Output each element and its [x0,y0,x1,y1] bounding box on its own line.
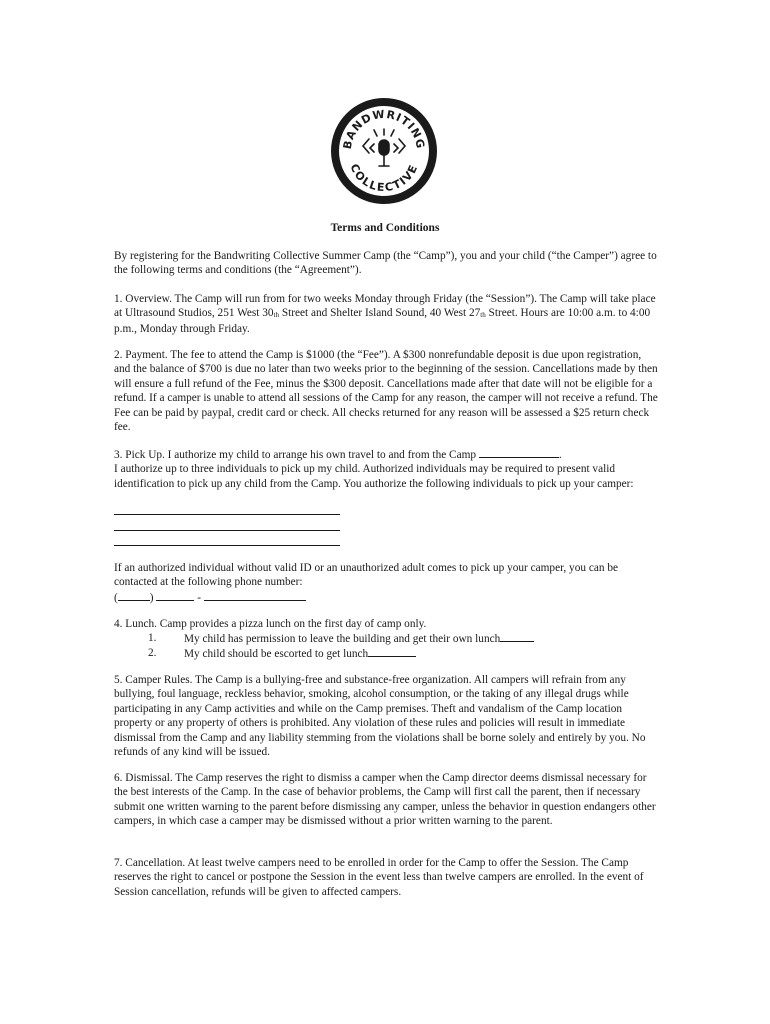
overview-sup2: th [480,311,486,320]
intro-paragraph [114,249,659,278]
lunch-option-text: My child has permission to leave the building and get their own lunch [184,633,501,645]
bandwriting-collective-logo [329,96,439,206]
lunch-intro: 4. Lunch. Camp provides a pizza lunch on the first day of camp only. [114,618,427,630]
cancellation-text: 7. Cancellation. At least twelve campers need to be enrolled in order for the Camp to offer the Session. The Camp reserves the right to cancel or postpone the Session in the event less than twelve campers are enrolled. In the event of Session cancellation, refunds will be given to affected campers. [114,857,644,898]
overview-part2: Street and Shelter Island Sound, 40 West 27 [279,307,481,320]
authorized-individual-line-3[interactable] [114,545,340,546]
page-title: Terms and Conditions [330,222,440,234]
pickup-line1 [114,447,659,462]
unauthorized-paragraph [114,561,659,605]
overview-text [114,292,659,336]
logo-text-bottom: COLLECTIVE [347,161,421,195]
phone-line-blank[interactable] [204,590,306,601]
phone-close-paren: ) [149,591,154,604]
rules-paragraph [114,673,659,759]
phone-prefix-blank[interactable] [156,590,194,601]
travel-blank-field[interactable] [479,447,559,458]
phone-open-paren: ( [114,591,118,604]
phone-number-field [114,590,659,605]
lunch-paragraph [114,617,659,631]
payment-text: 2. Payment. The fee to attend the Camp is $1000 (the “Fee”). A $300 nonrefundable deposit is due upon registration, and the balance of $700 is due no later than two weeks prior to the beginning of the session. Cancellations made by then will ensure a full refund of the Fee, minus the $300 deposit. Cancellations made after that date will not be eligible for a refund. If a camper is unable to attend all sessions of the Camp for any reason, the camper will not receive a refund. The Fee can be paid by paypal, credit card or check. All checks returned for any reason will be assessed a $25 return check fee. [114,349,658,434]
logo-text-top: BANDWRITING [340,107,428,151]
pickup-travel-end: . [558,449,562,461]
pickup-travel-text: 3. Pick Up. I authorize my child to arrange his own travel to and from the Camp [114,449,477,461]
unauthorized-text: If an authorized individual without valid ID or an unauthorized adult comes to pick up your camper, you can be contacted at the following phone number: [114,562,618,589]
overview-paragraph [114,292,659,336]
lunch-option-1-blank[interactable] [500,631,534,642]
lunch-option-number: 2. [148,647,157,659]
cancellation-paragraph [114,856,659,899]
lunch-option-2-blank[interactable] [368,646,416,657]
payment-paragraph [114,348,659,434]
pickup-line2: I authorize up to three individuals to pick up my child. Authorized individuals may be required to present valid identification to pick up any child from the Camp. You authorize the following individuals to pick up your camper: [114,463,634,490]
authorized-individual-line-2[interactable] [114,530,340,531]
pickup-paragraph [114,447,659,491]
dismissal-text: 6. Dismissal. The Camp reserves the right to dismiss a camper when the Camp director deems dismissal necessary for the best interests of the Camp. In the case of behavior problems, the Camp will first call the parent, then if necessary submit one written warning to the parent before dismissing any camper, unless the behavior in question endangers other campers, in which case a camper may be dismissed without a prior written warning to the parent. [114,772,656,828]
lunch-option-number: 1. [148,632,157,644]
phone-dash: - [197,591,201,604]
authorized-individual-line-1[interactable] [114,514,340,515]
overview-part3: Street. Hours are 10:00 a.m. to 4:00 p.m., Monday through Friday. [114,307,651,335]
overview-sup1: th [273,311,279,320]
phone-area-code-blank[interactable] [118,590,150,601]
rules-text: 5. Camper Rules. The Camp is a bullying-free and substance-free organization. All campers will refrain from any bullying, foul language, reckless behavior, smoking, alcohol consumption, or the taking of any illegal drugs while participating in any Camp activities and while on the Camp premises. Theft and vandalism of the Camp location property or any property of others is prohibited. Any violation of these rules and policies will result in immediate dismissal from the Camp and any liability stemming from the violations shall be borne solely and entirely by you. No refunds of any kind will be issued. [114,674,646,759]
dismissal-paragraph [114,771,659,829]
intro-text: By registering for the Bandwriting Collective Summer Camp (the “Camp”), you and your child (“the Camper”) agree to the following terms and conditions (the “Agreement”). [114,250,657,277]
overview-part1: 1. Overview. The Camp will run from for two weeks Monday through Friday (the “Session”). The Camp will take place at Ultrasound Studios, 251 West 30 [114,293,656,320]
lunch-option-text: My child should be escorted to get lunch [184,648,369,660]
